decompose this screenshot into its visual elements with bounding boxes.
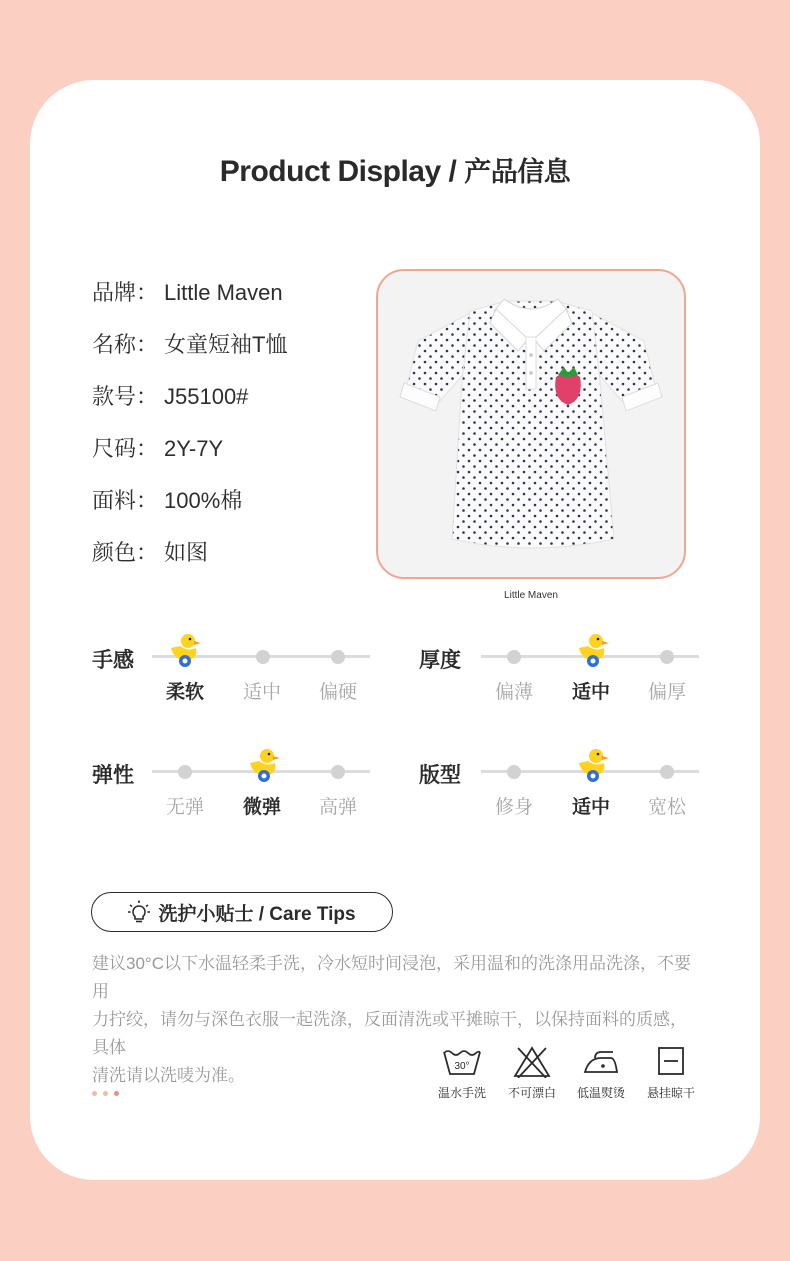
attr-option: 适中 — [571, 797, 610, 818]
attr-label-thickness: 厚度 — [419, 649, 461, 672]
attr-dot — [178, 765, 192, 779]
info-style-no: 款号： J55100# — [92, 384, 249, 409]
page-title: Product Display / 产品信息 — [219, 155, 571, 188]
care-symbol-hand-wash: 30° 温水手洗 — [426, 1046, 498, 1101]
care-description: 建议30°C以下水温轻柔手洗，冷水短时间浸泡，采用温和的洗涤用品洗涤，不要用 力拧绞，请勿与深色衣服一起洗涤，反面清洗或平摊晾干，以保持面料的质感，具体 清洗请以洗唛为准。 — [92, 954, 691, 1085]
duck-marker-icon — [247, 747, 281, 783]
care-symbol-low-iron: 低温熨烫 — [565, 1046, 637, 1101]
attr-option: 偏厚 — [647, 682, 686, 703]
lightbulb-icon — [128, 900, 150, 924]
attr-option: 适中 — [571, 682, 610, 703]
attr-dot — [507, 650, 521, 664]
attr-dot — [507, 765, 521, 779]
attr-option: 柔软 — [165, 682, 204, 703]
duck-marker-icon — [576, 632, 610, 668]
care-tips-title: 洗护小贴士 / Care Tips — [158, 903, 356, 925]
attr-dot — [660, 765, 674, 779]
attr-dot — [331, 765, 345, 779]
care-symbol-hang-dry: 悬挂晾干 — [635, 1046, 707, 1101]
care-symbol-no-bleach: 不可漂白 — [496, 1046, 568, 1101]
duck-marker-icon — [576, 747, 610, 783]
duck-marker-icon — [168, 632, 202, 668]
hand-wash-30-icon — [442, 1046, 482, 1078]
info-color: 颜色： 如图 — [92, 540, 209, 565]
attr-option: 修身 — [494, 797, 533, 818]
attr-label-elasticity: 弹性 — [92, 764, 134, 787]
attr-dot — [256, 650, 270, 664]
info-name: 名称： 女童短袖T恤 — [92, 332, 288, 357]
attr-option: 无弹 — [165, 797, 204, 818]
info-size: 尺码： 2Y-7Y — [92, 436, 224, 461]
attr-dot — [660, 650, 674, 664]
attr-option: 适中 — [242, 682, 281, 703]
attr-option: 偏硬 — [318, 682, 357, 703]
photo-caption: Little Maven — [504, 590, 558, 601]
attr-option: 微弹 — [242, 797, 281, 818]
attr-label-fit: 版型 — [419, 764, 461, 787]
polo-shirt-icon — [378, 271, 684, 577]
care-tips-heading — [91, 892, 393, 932]
attr-option: 高弹 — [318, 797, 357, 818]
info-fabric: 面料： 100%棉 — [92, 488, 243, 513]
attr-option: 偏薄 — [494, 682, 533, 703]
attr-option: 宽松 — [647, 797, 686, 818]
attr-label-feel: 手感 — [92, 649, 134, 672]
attr-dot — [331, 650, 345, 664]
no-bleach-icon — [512, 1046, 552, 1078]
svg-text:30°: 30° — [454, 1061, 470, 1072]
info-brand: 品牌： Little Maven — [92, 280, 283, 305]
product-photo — [376, 269, 686, 579]
pagination-dots — [92, 1091, 119, 1096]
low-iron-icon — [581, 1046, 621, 1078]
hang-dry-icon — [651, 1046, 691, 1078]
